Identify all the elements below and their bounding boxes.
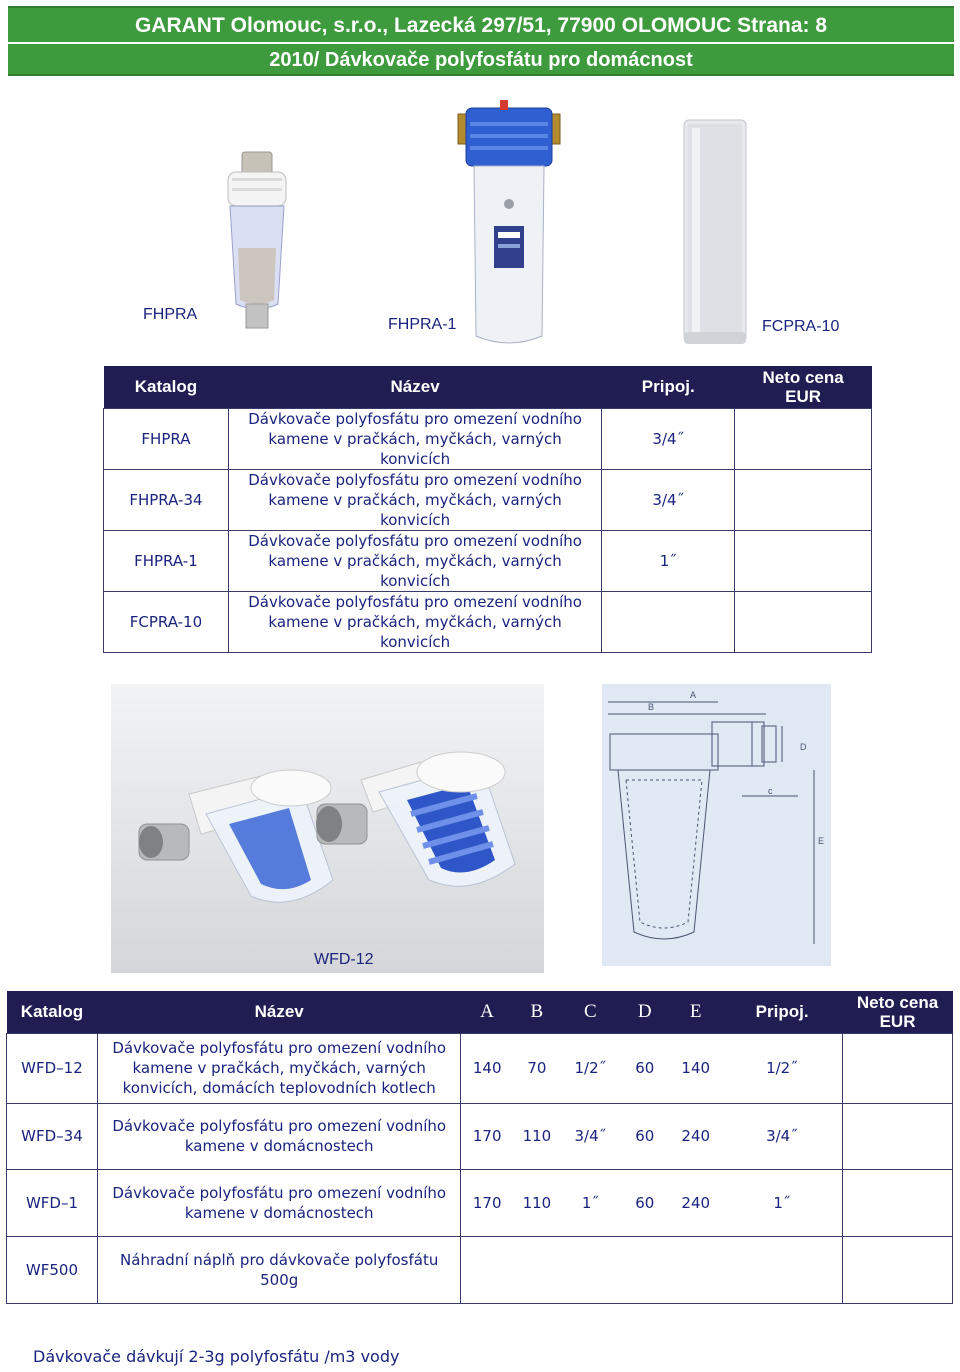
- fhpra-filter-image: [212, 148, 302, 334]
- nazev-line: kamene v domácnostech: [184, 1203, 374, 1222]
- header-b: B: [513, 991, 561, 1033]
- cell-c: 3/4˝: [561, 1103, 620, 1169]
- cell-d: [620, 1236, 670, 1303]
- nazev-line: Dávkovače polyfosfátu pro omezení vodního: [248, 409, 582, 428]
- cell-katalog: WFD–12: [7, 1033, 98, 1103]
- nazev-line: kamene v pračkách, myčkách, varných: [268, 490, 562, 509]
- table-row: [7, 1103, 953, 1169]
- cell-cena: [843, 1169, 953, 1236]
- cell-cena: [843, 1033, 953, 1103]
- fcpra-10-caption: FCPRA-10: [762, 318, 840, 335]
- cell-b: 70: [513, 1033, 561, 1103]
- table-row: [104, 469, 872, 530]
- cell-e: 140: [670, 1033, 722, 1103]
- fhpra-1-caption: FHPRA-1: [388, 316, 457, 333]
- nazev-line: 500g: [260, 1270, 299, 1289]
- price-table-fhpra: [103, 366, 872, 653]
- nazev-line: konvicích: [380, 632, 451, 651]
- dim-label-b: B: [648, 702, 655, 712]
- header-neto-cena-line2: EUR: [785, 386, 822, 406]
- cell-c: 1/2˝: [561, 1033, 620, 1103]
- table-row: [7, 1033, 953, 1103]
- page-header-company: GARANT Olomouc, s.r.o., Lazecká 297/51, 77900 OLOMOUC Strana: 8: [8, 6, 954, 42]
- cell-c: 1˝: [561, 1169, 620, 1236]
- cell-d: 60: [620, 1169, 670, 1236]
- cell-katalog: WFD–34: [7, 1103, 98, 1169]
- header-c: C: [561, 991, 620, 1033]
- header-neto-cena-line2: EUR: [879, 1011, 916, 1031]
- table-row: [7, 1169, 953, 1236]
- cell-pripoj: 3/4˝: [722, 1103, 843, 1169]
- nazev-line: konvicích, domácích teplovodních kotlech: [122, 1079, 436, 1097]
- cell-e: 240: [670, 1169, 722, 1236]
- nazev-line: konvicích: [380, 571, 451, 590]
- table-header-row: [7, 991, 953, 1033]
- fhpra-1-housing-image: [454, 100, 564, 350]
- dim-label-c: c: [768, 786, 773, 796]
- cell-a: 170: [461, 1103, 513, 1169]
- header-e: E: [670, 991, 722, 1033]
- cell-cena: [843, 1236, 953, 1303]
- cell-a: [461, 1236, 513, 1303]
- nazev-line: konvicích: [380, 510, 451, 529]
- nazev-line: kamene v pračkách, myčkách, varných: [268, 429, 562, 448]
- page-header-category: 2010/ Dávkovače polyfosfátu pro domácnost: [8, 44, 954, 76]
- header-nazev: Název: [228, 366, 601, 408]
- cell-katalog: FHPRA-34: [104, 469, 229, 530]
- header-pripoj: Pripoj.: [602, 366, 735, 408]
- fcpra-10-cartridge-image: [680, 118, 750, 348]
- cell-nazev: [97, 1033, 461, 1103]
- nazev-line: Dávkovače polyfosfátu pro omezení vodního: [112, 1117, 447, 1135]
- cell-a: 170: [461, 1169, 513, 1236]
- cell-katalog: WF500: [7, 1236, 98, 1303]
- nazev-line: konvicích: [380, 449, 451, 468]
- price-table-wfd: [6, 991, 953, 1304]
- cell-cena: [735, 469, 872, 530]
- cell-katalog: FHPRA: [104, 408, 229, 469]
- header-katalog: Katalog: [104, 366, 229, 408]
- header-neto-cena-line1: Neto cena: [856, 992, 939, 1012]
- cell-d: 60: [620, 1103, 670, 1169]
- cell-c: [561, 1236, 620, 1303]
- nazev-line: kamene v domácnostech: [184, 1137, 374, 1155]
- cell-nazev: [97, 1236, 461, 1303]
- nazev-line: Dávkovače polyfosfátu pro omezení vodního: [248, 470, 582, 489]
- fhpra-caption: FHPRA: [143, 306, 198, 323]
- nazev-line: kamene v pračkách, myčkách, varných: [132, 1059, 426, 1077]
- cell-pripoj: 1/2˝: [722, 1033, 843, 1103]
- cell-katalog: WFD–1: [7, 1169, 98, 1236]
- cell-cena: [843, 1103, 953, 1169]
- table-row: [104, 530, 872, 591]
- header-neto-cena: [843, 991, 953, 1033]
- cell-katalog: FCPRA-10: [104, 591, 229, 652]
- nazev-line: kamene v pračkách, myčkách, varných: [268, 612, 562, 631]
- cell-pripoj: 1˝: [602, 530, 735, 591]
- table-header-row: [104, 366, 872, 408]
- header-neto-cena: [735, 366, 872, 408]
- table-row: [104, 591, 872, 652]
- wfd-product-photo: [111, 684, 544, 973]
- nazev-line: Dávkovače polyfosfátu pro omezení vodního: [112, 1039, 447, 1057]
- cell-nazev: [228, 469, 601, 530]
- cell-pripoj: 1˝: [722, 1169, 843, 1236]
- table-row: [104, 408, 872, 469]
- nazev-line: Náhradní náplň pro dávkovače polyfosfátu: [120, 1250, 439, 1269]
- header-neto-cena-line1: Neto cena: [762, 367, 844, 387]
- table-row: [7, 1236, 953, 1303]
- nazev-line: kamene v pračkách, myčkách, varných: [268, 551, 562, 570]
- dim-label-d: D: [800, 742, 807, 752]
- cell-e: 240: [670, 1103, 722, 1169]
- cell-pripoj: [722, 1236, 843, 1303]
- cell-nazev: [228, 591, 601, 652]
- header-pripoj: Pripoj.: [722, 991, 843, 1033]
- cell-d: 60: [620, 1033, 670, 1103]
- header-a: A: [461, 991, 513, 1033]
- cell-pripoj: 3/4˝: [602, 469, 735, 530]
- cell-pripoj: 3/4˝: [602, 408, 735, 469]
- nazev-line: Dávkovače polyfosfátu pro omezení vodního: [248, 592, 582, 611]
- cell-katalog: FHPRA-1: [104, 530, 229, 591]
- cell-nazev: [228, 408, 601, 469]
- cell-b: 110: [513, 1169, 561, 1236]
- dim-label-e: E: [818, 836, 825, 846]
- cell-pripoj: [602, 591, 735, 652]
- cell-nazev: [97, 1103, 461, 1169]
- header-nazev: Název: [97, 991, 461, 1033]
- nazev-line: Dávkovače polyfosfátu pro omezení vodního: [112, 1183, 447, 1202]
- nazev-line: Dávkovače polyfosfátu pro omezení vodního: [248, 531, 582, 550]
- dim-label-a: A: [690, 690, 697, 700]
- cell-e: [670, 1236, 722, 1303]
- dosage-footnote: Dávkovače dávkují 2-3g polyfosfátu /m3 vody: [33, 1347, 400, 1366]
- cell-nazev: [228, 530, 601, 591]
- header-katalog: Katalog: [7, 991, 98, 1033]
- cell-a: 140: [461, 1033, 513, 1103]
- wfd-12-caption: WFD-12: [314, 951, 374, 968]
- cell-nazev: [97, 1169, 461, 1236]
- cell-b: 110: [513, 1103, 561, 1169]
- cell-cena: [735, 530, 872, 591]
- cell-cena: [735, 408, 872, 469]
- cell-b: [513, 1236, 561, 1303]
- header-d: D: [620, 991, 670, 1033]
- wfd-technical-drawing: [602, 684, 831, 966]
- cell-cena: [735, 591, 872, 652]
